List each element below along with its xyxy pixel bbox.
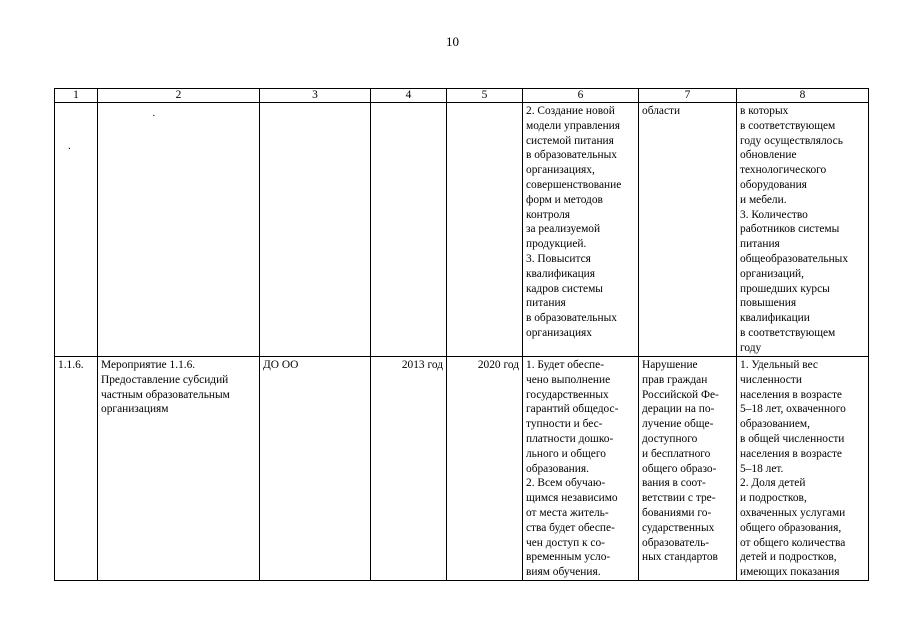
text-line: году осуществлялось	[740, 134, 843, 147]
text-line: форм и методов	[526, 193, 603, 206]
column-number: 2	[98, 89, 260, 103]
cell-end	[447, 103, 523, 357]
text-line: Нарушение	[642, 359, 698, 371]
text-line: общего образования,	[740, 521, 842, 534]
scan-speck: ·	[152, 110, 156, 122]
text-line: доступного	[642, 432, 698, 445]
cell-executor: ДО ОО	[260, 357, 371, 581]
cell-consequence	[639, 103, 737, 357]
column-number: 7	[639, 89, 737, 103]
text-line: дерации на по-	[642, 403, 715, 416]
text-line: общеобразовательных	[740, 252, 849, 265]
text-line: ства будет обеспе-	[526, 521, 615, 534]
text-line: и мебели.	[740, 193, 787, 206]
text-line: в образовательных	[526, 312, 617, 325]
text-line: гарантий общедос-	[526, 403, 619, 416]
cell-end: 2020 год	[447, 357, 523, 581]
text-line: щимся независимо	[526, 492, 618, 505]
text-line: детей и подростков,	[740, 551, 837, 564]
page-number: 10	[446, 34, 459, 49]
text-line: организаций,	[740, 267, 804, 280]
text-line: квалификация	[526, 267, 596, 280]
text-line: охваченных услугами	[740, 506, 846, 519]
text-line: контроля	[526, 208, 571, 221]
text-line: в которых	[740, 105, 789, 117]
text-line: прав граждан	[642, 373, 708, 386]
text-line: бованиями го-	[642, 506, 712, 519]
cell-indicators	[737, 357, 869, 581]
text-line: от места житель-	[526, 506, 609, 519]
text-line: питания	[526, 297, 566, 310]
scan-speck: .	[68, 140, 71, 152]
cell-consequence	[639, 357, 737, 581]
text-line: году	[740, 341, 762, 354]
text-line: частным образовательным	[101, 388, 230, 401]
text-line: сударственных	[642, 521, 715, 534]
column-number: 5	[447, 89, 523, 103]
text-line: образованием,	[740, 418, 810, 431]
text-line: платности дошко-	[526, 432, 614, 445]
table-row	[55, 103, 869, 357]
text-line: в соответствующем	[740, 326, 836, 339]
text-line: 1. Будет обеспе-	[526, 359, 604, 371]
text-line: государственных	[526, 388, 609, 401]
text-line: технологического	[740, 164, 827, 177]
cell-start	[371, 103, 447, 357]
cell-start: 2013 год	[371, 357, 447, 581]
text-line: организациях	[526, 326, 592, 339]
text-line: организациях,	[526, 164, 595, 177]
text-line: 2. Доля детей	[740, 477, 806, 490]
text-line: и подростков,	[740, 492, 807, 505]
text-line: питания	[740, 238, 780, 251]
cell-name	[98, 357, 260, 581]
text-line: вания в соот-	[642, 477, 706, 490]
text-line: имеющих показания	[740, 566, 840, 579]
cell-num	[55, 103, 98, 357]
text-line: Российской Фе-	[642, 388, 719, 401]
cell-indicators	[737, 103, 869, 357]
text-line: в общей численности	[740, 432, 845, 445]
text-line: оборудования	[740, 178, 807, 191]
text-line: совершенствование	[526, 178, 622, 191]
text-line: обновление	[740, 149, 797, 162]
text-line: численности	[740, 373, 802, 386]
table-row	[55, 357, 869, 581]
text-line: повышения	[740, 297, 797, 310]
text-line: организациям	[101, 403, 169, 416]
text-line: Предоставление субсидий	[101, 373, 229, 386]
text-line: 2. Создание новой	[526, 105, 615, 117]
text-line: образователь-	[642, 536, 710, 549]
cell-result	[523, 357, 639, 581]
text-line: Мероприятие 1.1.6.	[101, 359, 196, 371]
text-line: 3. Повысится	[526, 252, 591, 265]
column-number: 8	[737, 89, 869, 103]
text-line: образования.	[526, 462, 589, 475]
text-line: 1. Удельный вес	[740, 359, 818, 371]
column-number-row	[55, 89, 869, 103]
text-line: в образовательных	[526, 149, 617, 162]
text-line: чен доступ к со-	[526, 536, 605, 549]
text-line: населения в возрасте	[740, 388, 842, 401]
text-line: системой питания	[526, 134, 614, 147]
text-line: тупности и бес-	[526, 418, 603, 431]
text-line: общего образо-	[642, 462, 717, 475]
text-line: населения в возрасте	[740, 447, 842, 460]
text-line: ветствии с тре-	[642, 492, 716, 505]
text-line: лучение обще-	[642, 418, 714, 431]
text-line: 5–18 лет, охваченного	[740, 403, 846, 416]
column-number: 1	[55, 89, 98, 103]
text-line: временным усло-	[526, 551, 611, 564]
column-number: 3	[260, 89, 371, 103]
text-line: кадров системы	[526, 282, 603, 295]
text-line: в соответствующем	[740, 119, 836, 132]
text-line: чено выполнение	[526, 373, 611, 386]
text-line: ных стандартов	[642, 551, 718, 564]
text-line: виям обучения.	[526, 566, 601, 579]
text-line: модели управления	[526, 119, 620, 132]
text-line: прошедших курсы	[740, 282, 830, 295]
text-line: и бесплатного	[642, 447, 711, 460]
text-line: 3. Количество	[740, 208, 808, 221]
cell-executor	[260, 103, 371, 357]
cell-result	[523, 103, 639, 357]
text-line: области	[642, 105, 681, 117]
text-line: 2. Всем обучаю-	[526, 477, 606, 490]
text-line: работников системы	[740, 223, 840, 236]
column-number: 6	[523, 89, 639, 103]
text-line: за реализуемой	[526, 223, 601, 236]
cell-num: 1.1.6.	[55, 357, 98, 581]
text-line: 5–18 лет.	[740, 462, 784, 475]
text-line: льного и общего	[526, 447, 606, 460]
text-line: продукцией.	[526, 238, 587, 251]
text-line: от общего количества	[740, 536, 846, 549]
text-line: квалификации	[740, 312, 810, 325]
program-table	[54, 88, 869, 581]
cell-name	[98, 103, 260, 357]
column-number: 4	[371, 89, 447, 103]
